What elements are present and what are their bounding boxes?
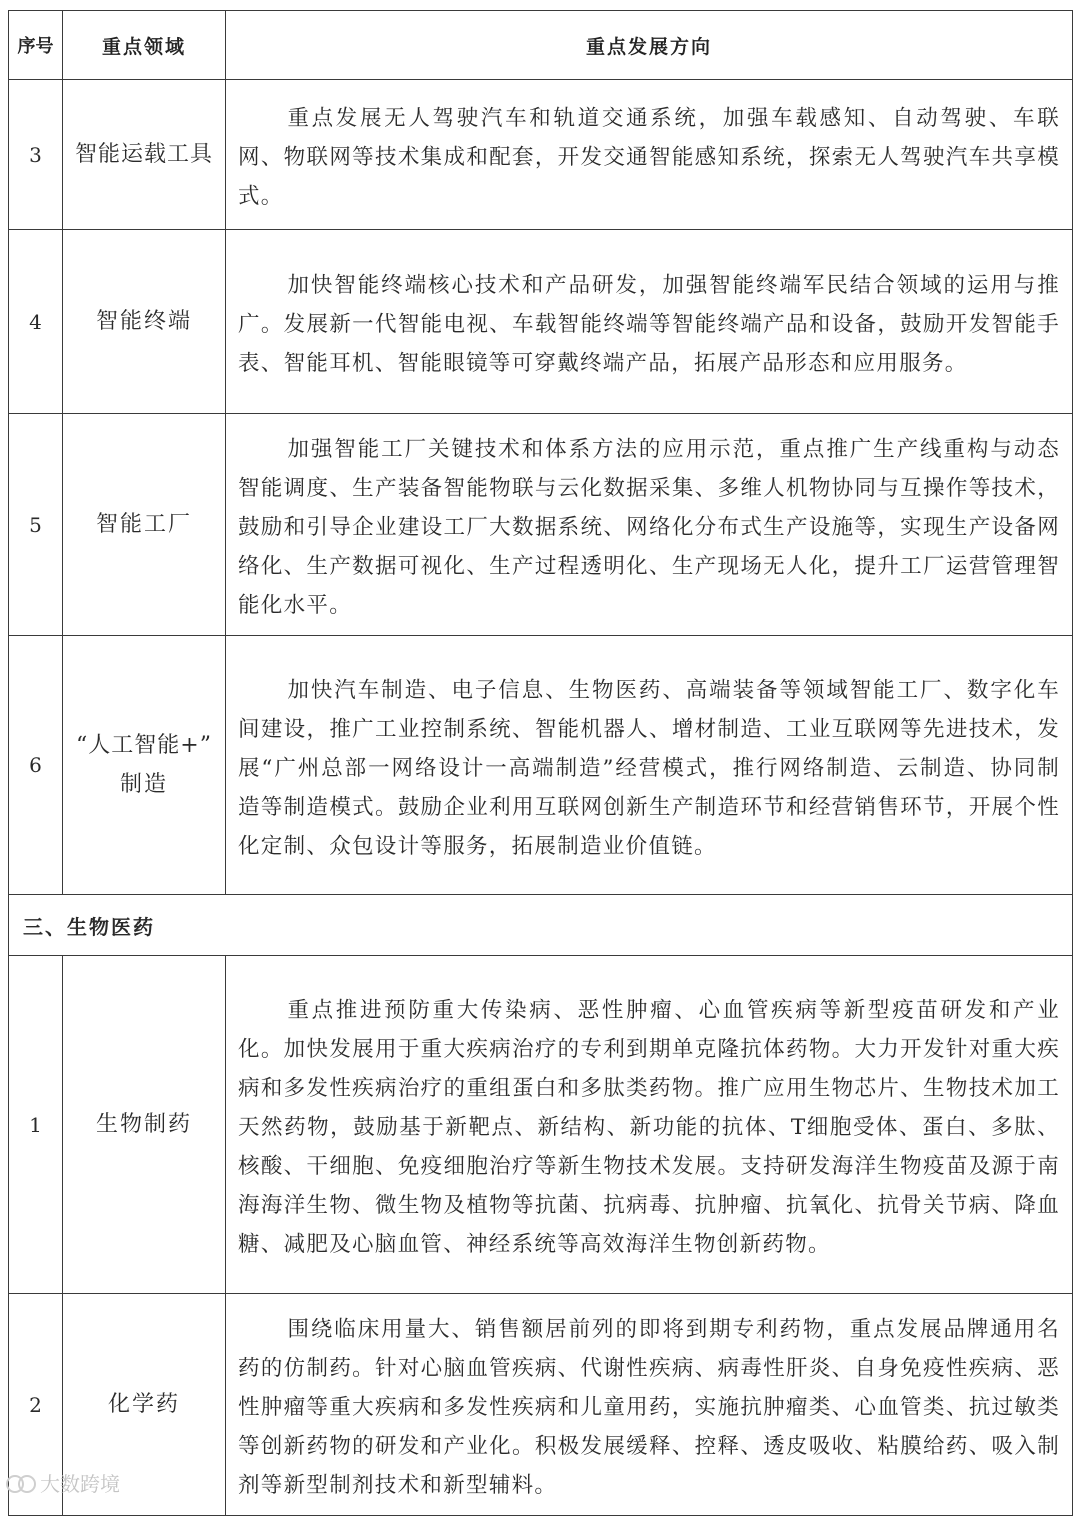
row-number: 4 <box>9 230 63 414</box>
table-row <box>9 636 1073 895</box>
row-number: 1 <box>9 956 63 1294</box>
row-field: 智能运载工具 <box>63 80 226 230</box>
row-description: 加强智能工厂关键技术和体系方法的应用示范，重点推广生产线重构与动态智能调度、生产装备智能物联与云化数据采集、多维人机物协同与互操作等技术，鼓励和引导企业建设工厂大数据系统、网络化分布式生产设施等，实现生产设备网络化、生产数据可视化、生产过程透明化、生产现场无人化，提升工厂运营管理智能化水平。 <box>226 414 1073 636</box>
row-description: 重点推进预防重大传染病、恶性肿瘤、心血管疾病等新型疫苗研发和产业化。加快发展用于重大疾病治疗的专利到期单克隆抗体药物。大力开发针对重大疾病和多发性疾病治疗的重组蛋白和多肽类药物。推广应用生物芯片、生物技术加工天然药物，鼓励基于新靶点、新结构、新功能的抗体、T细胞受体、蛋白、多肽、核酸、干细胞、免疫细胞治疗等新生物技术发展。支持研发海洋生物疫苗及源于南海海洋生物、微生物及植物等抗菌、抗病毒、抗肿瘤、抗氧化、抗骨关节病、降血糖、减肥及心脑血管、神经系统等高效海洋生物创新药物。 <box>226 956 1073 1294</box>
table-row <box>9 414 1073 636</box>
table-header-row <box>9 11 1073 80</box>
row-description: 加快智能终端核心技术和产品研发，加强智能终端军民结合领域的运用与推广。发展新一代智能电视、车载智能终端等智能终端产品和设备，鼓励开发智能手表、智能耳机、智能眼镜等可穿戴终端产品，拓展产品形态和应用服务。 <box>226 230 1073 414</box>
watermark-logo-icon <box>6 1472 36 1494</box>
row-number: 3 <box>9 80 63 230</box>
table-row <box>9 230 1073 414</box>
table-row <box>9 80 1073 230</box>
watermark <box>6 1468 120 1497</box>
row-number: 2 <box>9 1294 63 1516</box>
header-direction: 重点发展方向 <box>226 11 1073 80</box>
table-row <box>9 1294 1073 1516</box>
row-number: 6 <box>9 636 63 895</box>
section-row <box>9 895 1073 956</box>
row-field: 智能工厂 <box>63 414 226 636</box>
row-description: 围绕临床用量大、销售额居前列的即将到期专利药物，重点发展品牌通用名药的仿制药。针对心脑血管疾病、代谢性疾病、病毒性肝炎、自身免疫性疾病、恶性肿瘤等重大疾病和多发性疾病和儿童用药，实施抗肿瘤类、心血管类、抗过敏类等创新药物的研发和产业化。积极发展缓释、控释、透皮吸收、粘膜给药、吸入制剂等新型制剂技术和新型辅料。 <box>226 1294 1073 1516</box>
row-field <box>63 636 226 895</box>
row-field-line: “人工智能+” <box>76 733 212 758</box>
row-field: 生物制药 <box>63 956 226 1294</box>
row-number: 5 <box>9 414 63 636</box>
header-field: 重点领域 <box>63 11 226 80</box>
header-seq: 序号 <box>9 11 63 80</box>
row-field: 化学药 <box>63 1294 226 1516</box>
watermark-text: 大数跨境 <box>40 1472 120 1496</box>
row-description: 加快汽车制造、电子信息、生物医药、高端装备等领域智能工厂、数字化车间建设，推广工业控制系统、智能机器人、增材制造、工业互联网等先进技术，发展“广州总部一网络设计一高端制造”经营模式，推行网络制造、云制造、协同制造等制造模式。鼓励企业利用互联网创新生产制造环节和经营销售环节，开展个性化定制、众包设计等服务，拓展制造业价值链。 <box>226 636 1073 895</box>
table-row <box>9 956 1073 1294</box>
policy-table <box>8 10 1073 1516</box>
row-field: 智能终端 <box>63 230 226 414</box>
row-description: 重点发展无人驾驶汽车和轨道交通系统，加强车载感知、自动驾驶、车联网、物联网等技术集成和配套，开发交通智能感知系统，探索无人驾驶汽车共享模式。 <box>226 80 1073 230</box>
section-title: 三、生物医药 <box>9 895 1073 956</box>
document-page <box>8 10 1072 1516</box>
row-field-line: 制造 <box>119 772 168 797</box>
